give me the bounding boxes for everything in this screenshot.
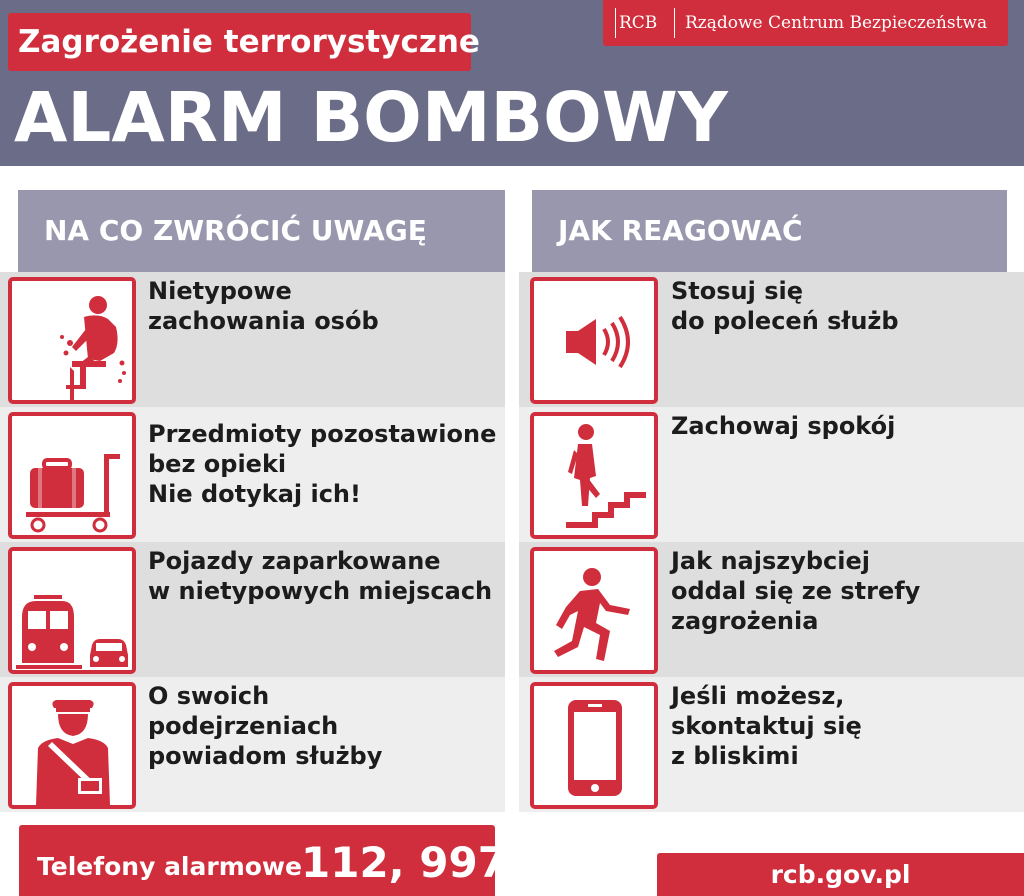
item-line: Jeśli możesz, bbox=[671, 682, 845, 710]
list-item bbox=[0, 542, 505, 677]
list-item bbox=[0, 677, 505, 812]
item-text bbox=[148, 276, 503, 336]
item-text bbox=[671, 276, 1024, 336]
item-line: podejrzeniach bbox=[148, 712, 339, 740]
officer-icon bbox=[8, 682, 136, 809]
item-line: Przedmioty pozostawione bbox=[148, 420, 497, 448]
item-line: Pojazdy zaparkowane bbox=[148, 547, 441, 575]
website-link[interactable]: rcb.gov.pl bbox=[657, 853, 1024, 896]
item-line: bez opieki bbox=[148, 450, 287, 478]
list-item bbox=[519, 677, 1024, 812]
speaker-icon bbox=[530, 277, 658, 404]
left-column-title: NA CO ZWRÓCIĆ UWAGĘ bbox=[18, 190, 505, 272]
right-column-title: JAK REAGOWAĆ bbox=[532, 190, 1007, 272]
org-abbr: RCB bbox=[619, 13, 658, 33]
subtitle-badge: Zagrożenie terrorystyczne bbox=[8, 13, 471, 71]
item-line: z bliskimi bbox=[671, 742, 799, 770]
list-item bbox=[519, 542, 1024, 677]
header-banner bbox=[0, 0, 1024, 166]
running-person-icon bbox=[530, 547, 658, 674]
item-line: zachowania osób bbox=[148, 307, 379, 335]
item-line: O swoich bbox=[148, 682, 270, 710]
item-line: skontaktuj się bbox=[671, 712, 862, 740]
org-name: Rządowe Centrum Bezpieczeństwa bbox=[685, 13, 988, 33]
divider bbox=[615, 8, 616, 38]
list-item bbox=[519, 407, 1024, 542]
item-text bbox=[671, 681, 1024, 771]
item-line: w nietypowych miejscach bbox=[148, 577, 493, 605]
phones-label: Telefony alarmowe bbox=[37, 852, 302, 881]
item-text bbox=[148, 419, 503, 509]
smartphone-icon bbox=[530, 682, 658, 809]
emergency-phones-banner bbox=[19, 825, 507, 896]
item-line: Zachowaj spokój bbox=[671, 412, 896, 440]
org-badge bbox=[603, 0, 1008, 46]
phones-numbers[interactable]: 112, 997 bbox=[301, 838, 507, 887]
stairs-walking-icon bbox=[530, 412, 658, 539]
item-line: do poleceń służb bbox=[671, 307, 899, 335]
page-title: ALARM BOMBOWY bbox=[14, 78, 728, 158]
train-car-icon bbox=[8, 547, 136, 674]
item-line: powiadom służby bbox=[148, 742, 383, 770]
item-text bbox=[148, 546, 503, 606]
item-line: Nie dotykaj ich! bbox=[148, 480, 361, 508]
luggage-cart-icon bbox=[8, 412, 136, 539]
item-line: oddal się ze strefy bbox=[671, 577, 921, 605]
item-line: zagrożenia bbox=[671, 607, 819, 635]
person-climbing-icon bbox=[8, 277, 136, 404]
item-text bbox=[671, 546, 1024, 636]
item-line: Stosuj się bbox=[671, 277, 803, 305]
item-line: Nietypowe bbox=[148, 277, 292, 305]
list-item bbox=[0, 272, 505, 407]
item-text bbox=[671, 411, 1024, 441]
item-line: Jak najszybciej bbox=[671, 547, 870, 575]
item-text bbox=[148, 681, 503, 771]
list-item bbox=[0, 407, 505, 542]
divider bbox=[674, 8, 675, 38]
list-item bbox=[519, 272, 1024, 407]
